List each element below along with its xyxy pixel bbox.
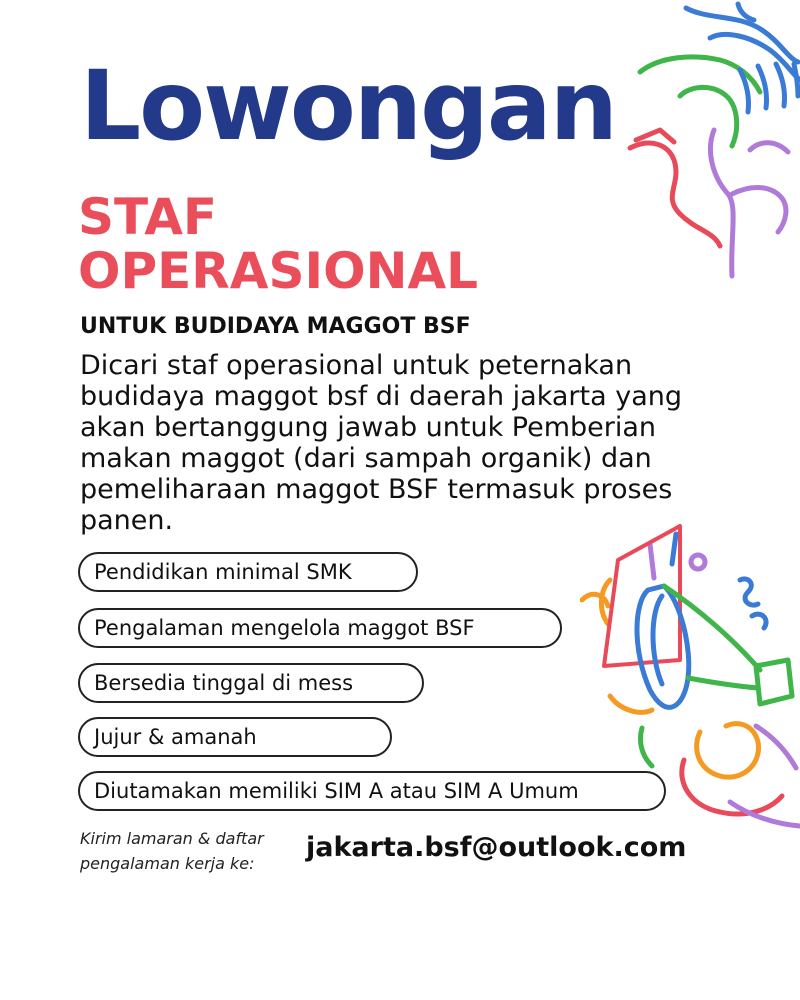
- job-position-line-2: OPERASIONAL: [78, 242, 479, 300]
- job-tagline: UNTUK BUDIDAYA MAGGOT BSF: [80, 314, 471, 339]
- requirement-pill: Pendidikan minimal SMK: [78, 552, 418, 592]
- job-position-line-1: STAF: [78, 188, 218, 246]
- contact-instruction-line-1: Kirim lamaran & daftar: [80, 829, 264, 848]
- contact-instruction: [80, 826, 264, 876]
- job-description: Dicari staf operasional untuk peternakan budidaya maggot bsf di daerah jakarta yang akan bertanggung jawab untuk Pemberian makan maggot (dari sampah organik) dan pemeliharaan maggot BSF termasuk proses panen.: [80, 350, 682, 536]
- requirement-pill: Diutamakan memiliki SIM A atau SIM A Umum: [78, 771, 666, 811]
- requirement-pill: Bersedia tinggal di mess: [78, 663, 424, 703]
- page-title: Lowongan: [80, 50, 616, 162]
- contact-email[interactable]: jakarta.bsf@outlook.com: [306, 832, 687, 863]
- requirement-pill: Jujur & amanah: [78, 717, 392, 757]
- celebration-hand-icon: [620, 0, 800, 290]
- job-position-title: [78, 190, 478, 298]
- requirement-pill: Pengalaman mengelola maggot BSF: [78, 608, 562, 648]
- contact-instruction-line-2: pengalaman kerja ke:: [80, 854, 255, 873]
